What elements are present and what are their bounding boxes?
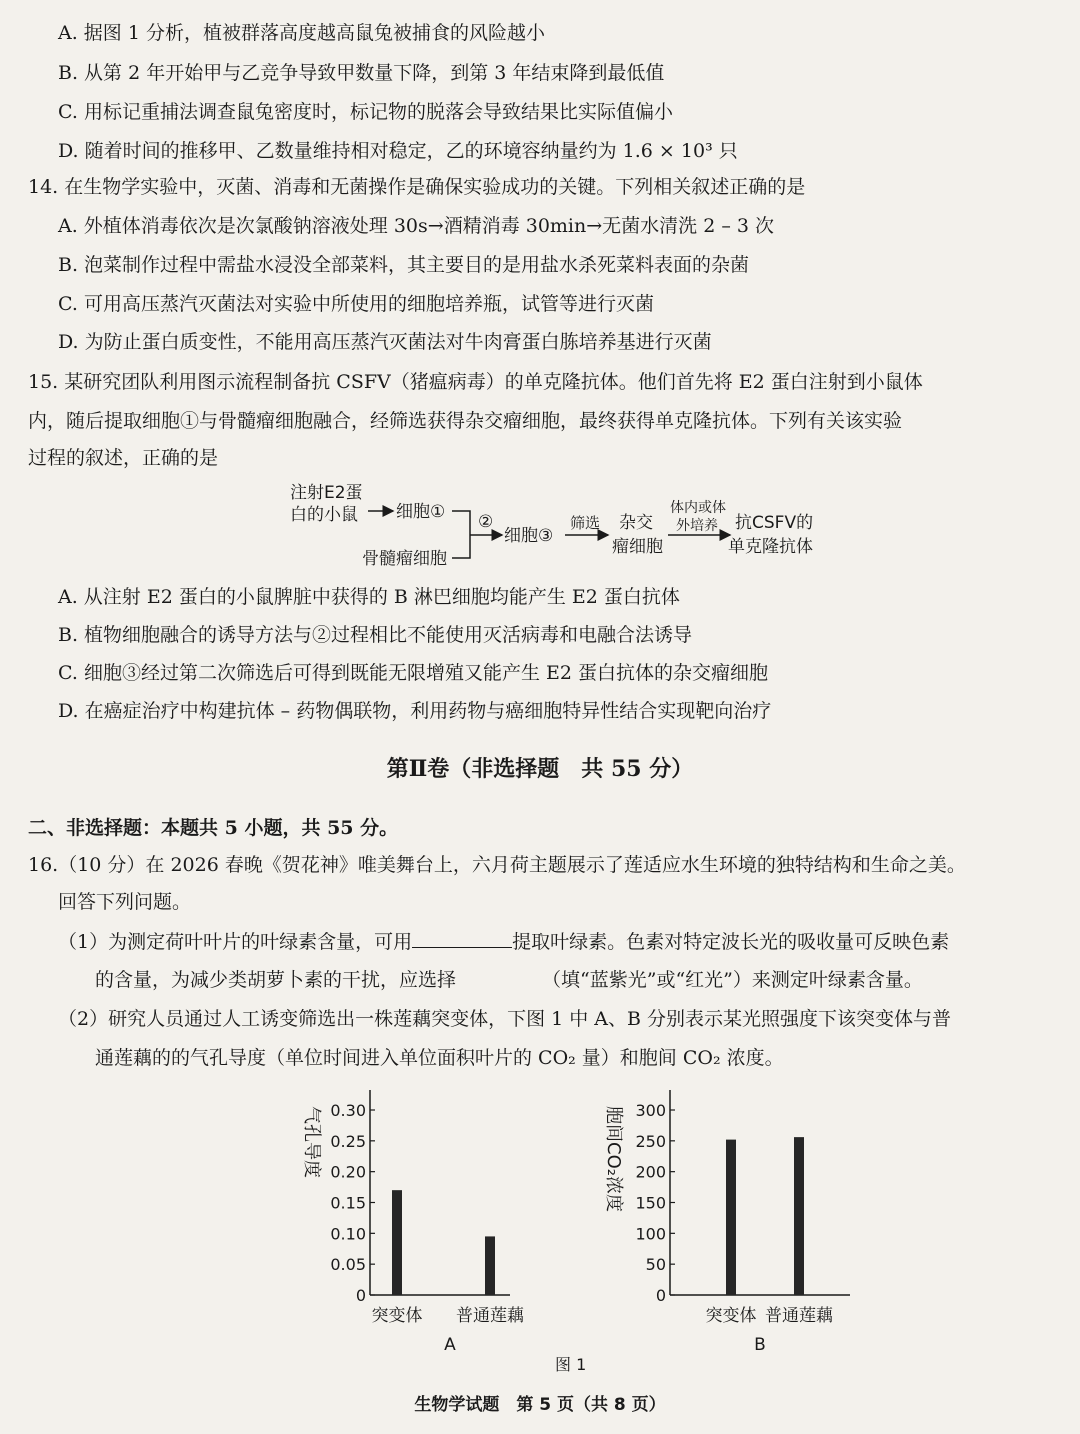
chart-b-ytick-label-3: 150 <box>635 1193 666 1213</box>
flow-hybrid-line1: 杂交 <box>619 513 653 533</box>
q16-stem-line2: 回答下列问题。 <box>58 891 192 913</box>
flow-mab-line2: 单克隆抗体 <box>728 537 813 557</box>
chart-a-ytick-label-0: 0 <box>355 1286 366 1305</box>
q16-part1-line2 <box>95 967 923 993</box>
flow-step2: ② <box>478 512 494 532</box>
chart-b-intercellular-co2 <box>600 1080 880 1360</box>
chart-b-ytick-label-1: 50 <box>645 1255 666 1275</box>
q14-stem: 14. 在生物学实验中，灭菌、消毒和无菌操作是确保实验成功的关键。下列相关叙述正确的是 <box>28 176 806 198</box>
q13-option-d: D. 随着时间的推移甲、乙数量维持相对稳定，乙的环境容纳量约为 1.6 × 10³ 只 <box>58 140 738 162</box>
q15-stem-line2: 内，随后提取细胞①与骨髓瘤细胞融合，经筛选获得杂交瘤细胞，最终获得单克隆抗体。下列有关该实验 <box>28 410 903 432</box>
flow-culture-line1: 体内或体 <box>670 500 726 516</box>
chart-b-category-0: 突变体 <box>705 1306 757 1326</box>
page-footer: 生物学试题 第 5 页（共 8 页） <box>414 1395 666 1415</box>
chart-b-ytick-label-0: 0 <box>655 1286 666 1305</box>
q14-option-b: B. 泡菜制作过程中需盐水浸没全部菜料，其主要目的是用盐水杀死菜料表面的杂菌 <box>58 254 750 276</box>
answer-blank-1[interactable] <box>412 929 512 948</box>
q15-option-d: D. 在癌症治疗中构建抗体 – 药物偶联物，利用药物与癌细胞特异性结合实现靶向治疗 <box>58 700 772 722</box>
antibody-flow-diagram <box>280 478 840 578</box>
flow-cell3: 细胞③ <box>504 526 554 546</box>
chart-a-ytick-label-4: 0.20 <box>330 1162 366 1182</box>
chart-a-ytick-label-5: 0.25 <box>330 1131 366 1151</box>
chart-a-ytick-label-1: 0.05 <box>330 1255 366 1275</box>
q16-part1-text-d: （填“蓝紫光”或“红光”）来测定叶绿素含量。 <box>542 969 923 991</box>
q13-option-b: B. 从第 2 年开始甲与乙竞争导致甲数量下降，到第 3 年结束降到最低值 <box>58 62 665 84</box>
q16-part2-line2: 通莲藕的的气孔导度（单位时间进入单位面积叶片的 CO₂ 量）和胞间 CO₂ 浓度。 <box>95 1047 784 1069</box>
flow-merge-top <box>452 511 470 535</box>
chart-b-ytick-label-2: 100 <box>635 1224 666 1244</box>
chart-a-category-1: 普通莲藕 <box>456 1306 524 1326</box>
chart-a-bar-0 <box>392 1190 402 1295</box>
chart-a-bar-1 <box>485 1236 495 1295</box>
chart-b-ytick-label-4: 200 <box>635 1162 666 1182</box>
q16-part1-text-b: 提取叶绿素。色素对特定波长光的吸收量可反映色素 <box>512 931 950 953</box>
q13-option-c: C. 用标记重捕法调查鼠兔密度时，标记物的脱落会导致结果比实际值偏小 <box>58 101 673 123</box>
q16-stem-line1: 16.（10 分）在 2026 春晚《贺花神》唯美舞台上，六月荷主题展示了莲适应水生环境的独特结构和生命之美。 <box>28 854 966 876</box>
chart-b-category-1: 普通莲藕 <box>765 1306 833 1326</box>
chart-b-ytick-label-6: 300 <box>635 1101 666 1120</box>
flow-cell1: 细胞① <box>396 502 446 522</box>
part2-title: 二、非选择题：本题共 5 小题，共 55 分。 <box>28 817 399 839</box>
flow-mab-line1: 抗CSFV的 <box>735 513 814 533</box>
chart-b-bar-1 <box>794 1137 804 1295</box>
chart-a-ytick-label-3: 0.15 <box>330 1193 366 1213</box>
q16-part1-line1 <box>58 929 949 955</box>
q15-stem-line1: 15. 某研究团队利用图示流程制备抗 CSFV（猪瘟病毒）的单克隆抗体。他们首先将 E2 蛋白注射到小鼠体 <box>28 371 923 393</box>
q15-option-b: B. 植物细胞融合的诱导方法与②过程相比不能使用灭活病毒和电融合法诱导 <box>58 624 693 646</box>
chart-a-stomatal-conductance <box>270 1080 550 1360</box>
q13-option-a: A. 据图 1 分析，植被群落高度越高鼠兔被捕食的风险越小 <box>58 22 545 44</box>
q14-option-d: D. 为防止蛋白质变性，不能用高压蒸汽灭菌法对牛肉膏蛋白胨培养基进行灭菌 <box>58 331 712 353</box>
q15-stem-line3: 过程的叙述，正确的是 <box>28 447 219 469</box>
q15-option-a: A. 从注射 E2 蛋白的小鼠脾脏中获得的 B 淋巴细胞均能产生 E2 蛋白抗体 <box>58 586 680 608</box>
q15-option-c: C. 细胞③经过第二次筛选后可得到既能无限增殖又能产生 E2 蛋白抗体的杂交瘤细胞 <box>58 662 768 684</box>
flow-merge-bottom <box>452 535 470 558</box>
flow-mouse-line1: 注射E2蛋 <box>290 483 363 503</box>
figure-caption: 图 1 <box>555 1355 587 1374</box>
flow-mouse-line2: 白的小鼠 <box>290 505 358 525</box>
chart-b-bar-0 <box>726 1140 736 1295</box>
chart-b-panel-label: B <box>754 1335 766 1355</box>
q16-part1-text-c: 的含量，为减少类胡萝卜素的干扰，应选择 <box>95 969 457 991</box>
q16-part1-text-a: （1）为测定荷叶叶片的叶绿素含量，可用 <box>58 931 413 953</box>
chart-a-ytick-label-6: 0.30 <box>330 1101 366 1120</box>
flow-culture-line2: 外培养 <box>676 518 718 534</box>
chart-b-ylabel: 胞间CO₂浓度 <box>603 1106 624 1212</box>
chart-b-ytick-label-5: 250 <box>635 1131 666 1151</box>
q14-option-a: A. 外植体消毒依次是次氯酸钠溶液处理 30s→酒精消毒 30min→无菌水清洗 2 – 3 次 <box>58 215 774 237</box>
chart-a-panel-label: A <box>444 1335 456 1355</box>
chart-a-ytick-label-2: 0.10 <box>330 1224 366 1244</box>
q14-option-c: C. 可用高压蒸汽灭菌法对实验中所使用的细胞培养瓶，试管等进行灭菌 <box>58 293 654 315</box>
flow-hybrid-line2: 瘤细胞 <box>612 537 663 557</box>
chart-a-ylabel: 气孔导度 <box>301 1106 322 1178</box>
chart-a-category-0: 突变体 <box>371 1306 423 1326</box>
flow-myeloma: 骨髓瘤细胞 <box>362 549 447 569</box>
flow-screen-label: 筛选 <box>570 514 601 532</box>
section-title: 第Ⅱ卷（非选择题 共 55 分） <box>386 756 694 782</box>
q16-part2-line1: （2）研究人员通过人工诱变筛选出一株莲藕突变体，下图 1 中 A、B 分别表示某光照强度下该突变体与普 <box>58 1008 952 1030</box>
